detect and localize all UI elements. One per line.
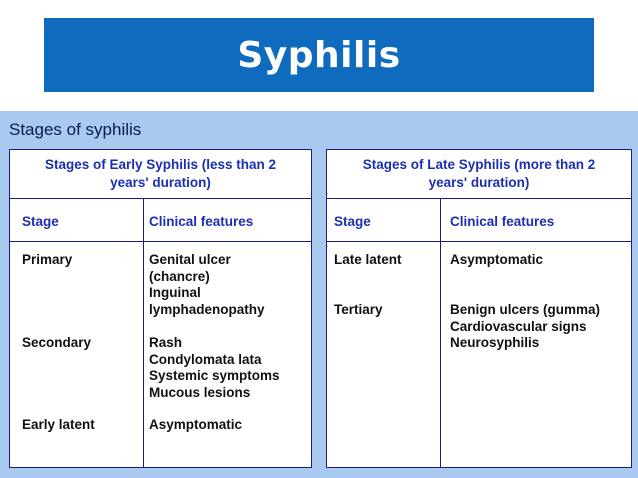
section-subtitle: Stages of syphilis xyxy=(9,120,142,139)
late-features-late-latent xyxy=(450,252,543,269)
feature-line: Benign ulcers (gumma) xyxy=(450,302,601,317)
late-col-stage: Stage xyxy=(334,214,371,229)
late-col-features: Clinical features xyxy=(450,214,555,229)
early-col-features: Clinical features xyxy=(149,214,254,229)
feature-line: Asymptomatic xyxy=(450,252,544,267)
early-syphilis-table xyxy=(9,149,312,468)
early-features-primary xyxy=(149,252,265,318)
feature-line: Cardiovascular signs xyxy=(450,318,587,334)
early-table-header xyxy=(10,150,311,199)
early-column-divider xyxy=(143,199,144,467)
early-features-early-latent xyxy=(149,417,242,434)
early-header-line1: Stages of Early Syphilis (less than 2 xyxy=(44,157,277,172)
late-table-header xyxy=(327,150,631,199)
early-stage-early-latent: Early latent xyxy=(22,417,95,432)
feature-line: Neurosyphilis xyxy=(450,335,540,350)
feature-line: Inguinal xyxy=(149,285,201,300)
late-syphilis-table xyxy=(326,149,632,468)
feature-line: (chancre) xyxy=(149,268,210,284)
early-col-stage: Stage xyxy=(22,214,59,229)
early-features-secondary xyxy=(149,335,280,401)
title-banner xyxy=(44,18,594,92)
late-header-line1: Stages of Late Syphilis (more than 2 xyxy=(362,157,596,172)
feature-line: lymphadenopathy xyxy=(149,301,265,317)
feature-line: Condylomata lata xyxy=(149,351,262,367)
late-header-line2: years' duration) xyxy=(428,175,530,190)
early-header-line2: years' duration) xyxy=(110,175,211,190)
feature-line: Genital ulcer xyxy=(149,252,231,267)
late-stage-tertiary: Tertiary xyxy=(334,302,383,317)
early-stage-secondary: Secondary xyxy=(22,335,92,350)
feature-line: Rash xyxy=(149,335,183,350)
feature-line: Mucous lesions xyxy=(149,384,251,400)
feature-line: Systemic symptoms xyxy=(149,368,280,383)
early-stage-primary: Primary xyxy=(22,252,73,267)
late-features-tertiary xyxy=(450,302,600,352)
late-stage-late-latent: Late latent xyxy=(334,252,402,267)
feature-line: Asymptomatic xyxy=(149,417,243,432)
late-column-divider xyxy=(440,199,441,467)
page-title: Syphilis xyxy=(237,34,401,76)
